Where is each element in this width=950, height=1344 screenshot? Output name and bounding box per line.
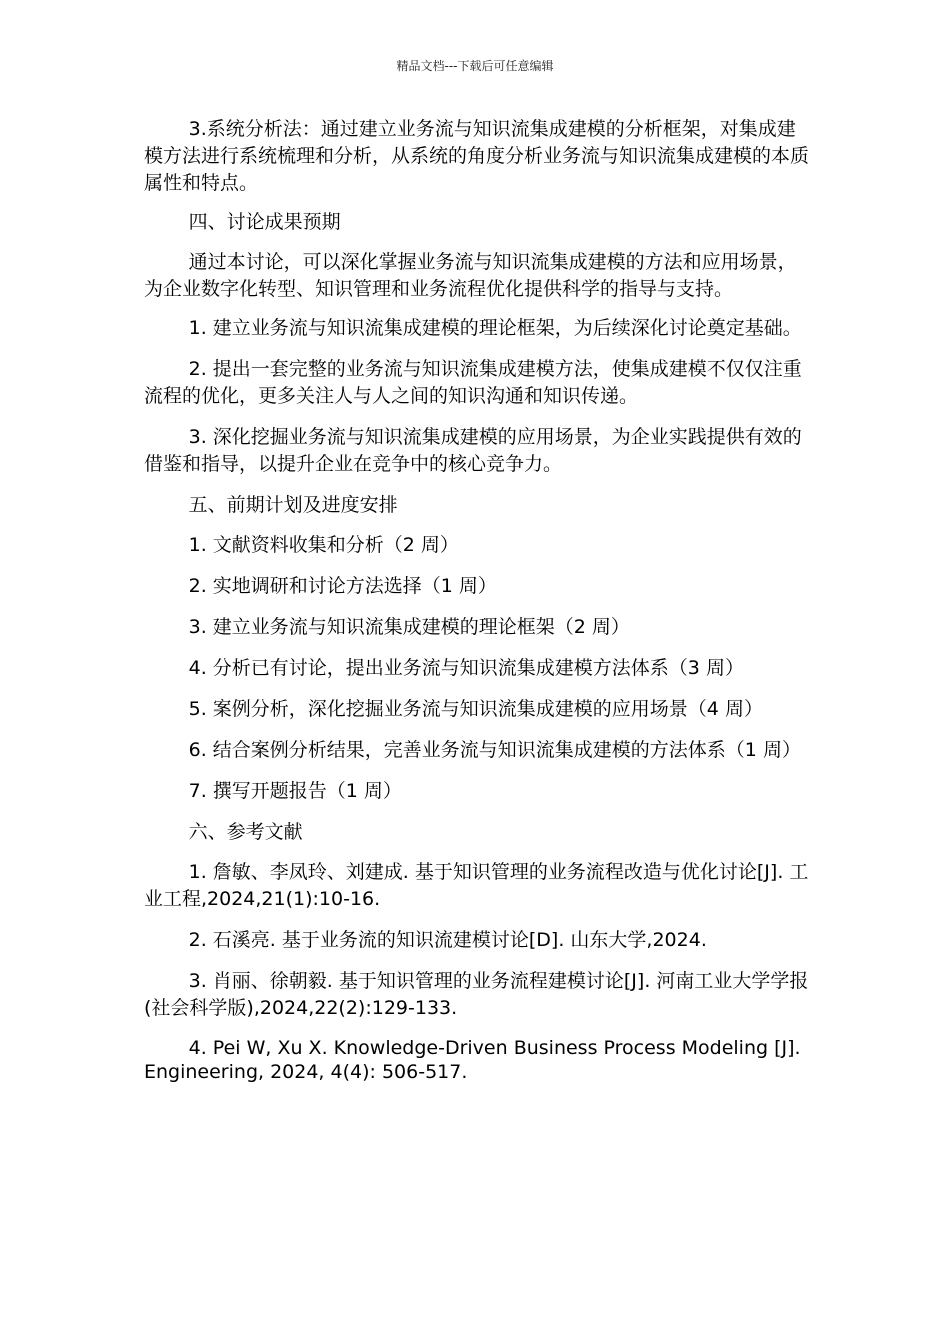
expected-result-item: 2. 提出一套完整的业务流与知识流集成建模方法，使集成建模不仅仅注重流程的优化，更多关注人与人之间的知识沟通和知识传递。	[144, 358, 802, 407]
reference-item: 4. Pei W, Xu X. Knowledge-Driven Business Process Modeling [J]. Engineering, 2024, 4(4): 506-517.	[144, 1037, 801, 1083]
expected-result-item: 3. 深化挖掘业务流与知识流集成建模的应用场景，为企业实践提供有效的借鉴和指导，以提升企业在竞争中的核心竞争力。	[144, 426, 802, 475]
document-body	[144, 116, 809, 1098]
plan-item: 5. 案例分析，深化挖掘业务流与知识流集成建模的应用场景（4 周）	[188, 698, 763, 720]
page-header: 精品文档---下载后可任意编辑	[396, 59, 554, 73]
plan-item: 4. 分析已有讨论，提出业务流与知识流集成建模方法体系（3 周）	[188, 657, 744, 679]
plan-item: 6. 结合案例分析结果，完善业务流与知识流集成建模的方法体系（1 周）	[188, 739, 801, 761]
method-3-paragraph: 3.系统分析法：通过建立业务流与知识流集成建模的分析框架，对集成建模方法进行系统梳理和分析，从系统的角度分析业务流与知识流集成建模的本质属性和特点。	[144, 118, 810, 194]
expected-results-heading: 四、讨论成果预期	[188, 211, 341, 233]
plan-item: 3. 建立业务流与知识流集成建模的理论框架（2 周）	[188, 616, 630, 638]
references-heading: 六、参考文献	[188, 821, 303, 843]
plan-item: 7. 撰写开题报告（1 周）	[188, 780, 402, 802]
expected-result-item: 1. 建立业务流与知识流集成建模的理论框架，为后续深化讨论奠定基础。	[188, 317, 802, 339]
plan-item: 1. 文献资料收集和分析（2 周）	[188, 534, 459, 556]
reference-item: 3. 肖丽、徐朝毅. 基于知识管理的业务流程建模讨论[J]. 河南工业大学学报(社会科学版),2024,22(2):129-133.	[144, 970, 809, 1019]
reference-item: 1. 詹敏、李凤玲、刘建成. 基于知识管理的业务流程改造与优化讨论[J]. 工业工程,2024,21(1):10-16.	[144, 861, 809, 910]
plan-heading: 五、前期计划及进度安排	[188, 494, 398, 516]
expected-results-intro: 通过本讨论，可以深化掌握业务流与知识流集成建模的方法和应用场景，为企业数字化转型、知识管理和业务流程优化提供科学的指导与支持。	[144, 251, 797, 300]
plan-item: 2. 实地调研和讨论方法选择（1 周）	[188, 575, 497, 597]
reference-item: 2. 石溪亮. 基于业务流的知识流建模讨论[D]. 山东大学,2024.	[188, 929, 707, 951]
